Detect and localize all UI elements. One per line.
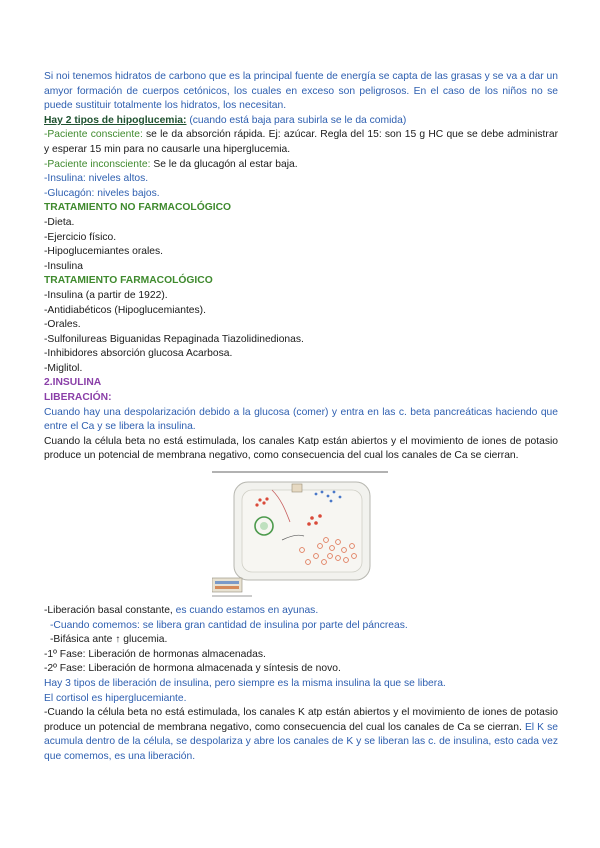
fase-1: -1º Fase: Liberación de hormonas almacenadas. (44, 648, 266, 660)
farm-item: -Antidiabéticos (Hipoglucemiantes). (44, 304, 206, 316)
basal-text: es cuando estamos en ayunas. (172, 605, 319, 617)
paciente-inconsciente (44, 158, 558, 173)
consciente-text: se le da absorción rápida. Ej: azúcar. Regla del 15: son 15 g HC que se debe administrar y esperar 15 min para no causarle una hiperglucemia. (44, 129, 558, 155)
farm-item: -Insulina (a partir de 1922). (44, 289, 168, 301)
cortisol-note: El cortisol es hiperglucemiante. (44, 692, 187, 704)
intro-paragraph: Si noi tenemos hidratos de carbono que es la principal fuente de energía se capta de las grasas y se va a dar un amyor formación de cuerpos cetónicos, los cuales en exceso son peligrosos. En el caso de los niños no se puede sustituir totalmente los hidratos, los necesitan. (44, 71, 558, 112)
no-farm-heading: TRATAMIENTO NO FARMACOLÓGICO (44, 202, 232, 214)
inconsciente-label: -Paciente inconsciente: (44, 158, 151, 170)
tipos-liberacion: Hay 3 tipos de liberación de insulina, pero siempre es la misma insulina la que se libera. (44, 678, 446, 689)
basal-line (44, 604, 558, 619)
cuando-comemos: -Cuando comemos: se libera gran cantidad de insulina por parte del páncreas. (50, 619, 408, 631)
inconsciente-text: Se le da glucagón al estar baja. (150, 158, 298, 170)
hipoglucemia-heading (44, 114, 558, 129)
farm-heading: TRATAMIENTO FARMACOLÓGICO (44, 275, 213, 287)
hipoglucemia-note: (cuando está baja para subirla se le da comida) (186, 114, 407, 126)
glucagon-niveles: -Glucagón: niveles bajos. (44, 187, 160, 199)
final-paragraph (44, 706, 558, 764)
fase-2: -2º Fase: Liberación de hormona almacenada y síntesis de novo. (44, 663, 341, 675)
no-farm-item: -Insulina (44, 260, 83, 272)
hipoglucemia-title: Hay 2 tipos de hipoglucemia: (44, 114, 187, 126)
liberacion-heading: LIBERACIÓN: (44, 392, 112, 404)
no-farm-item: -Dieta. (44, 216, 75, 228)
liberacion-black-text: Cuando la célula beta no está estimulada, los canales Katp están abiertos y el movimiento de iones de potasio produce un potencial de membrana negativo, como consecuencia del cual los canales de Ca se cierran. (44, 435, 558, 462)
farm-item: -Sulfonilureas Biguanidas Repaginada Tiazolidinedionas. (44, 333, 304, 345)
final-blue-text: El K se acumula dentro de la célula, se despolariza y abre los canales de K y se liberan las c. de insulina, esto cada vez que comemos, es una liberación. (44, 721, 559, 762)
bifasica: -Bifásica ante ↑ glucemia. (50, 634, 168, 646)
paciente-consciente (44, 128, 558, 157)
liberacion-blue-text: Cuando hay una despolarización debido a la glucosa (comer) y entra en las c. beta pancreáticas haciendo que entre el Ca y se libera la insulina. (44, 406, 558, 433)
final-black-text: -Cuando la célula beta no está estimulada, los canales K atp están abiertos y el movimiento de iones de potasio produce un potencial de membrana negativo, como consecuencia del cual los canales de Ca se cierran. (44, 707, 558, 733)
beta-cell-diagram (212, 470, 388, 598)
no-farm-item: -Ejercicio físico. (44, 231, 117, 243)
beta-cell-illustration (212, 470, 388, 598)
consciente-label: -Paciente consciente: (44, 129, 143, 141)
no-farm-item: -Hipoglucemiantes orales. (44, 246, 164, 258)
insulina-heading: 2.INSULINA (44, 377, 102, 389)
document-page (44, 70, 558, 765)
insulina-niveles: -Insulina: niveles altos. (44, 173, 149, 185)
basal-label: -Liberación basal constante, (44, 605, 173, 617)
farm-item: -Inhibidores absorción glucosa Acarbosa. (44, 348, 233, 360)
farm-item: -Miglitol. (44, 362, 83, 374)
farm-item: -Orales. (44, 319, 81, 331)
